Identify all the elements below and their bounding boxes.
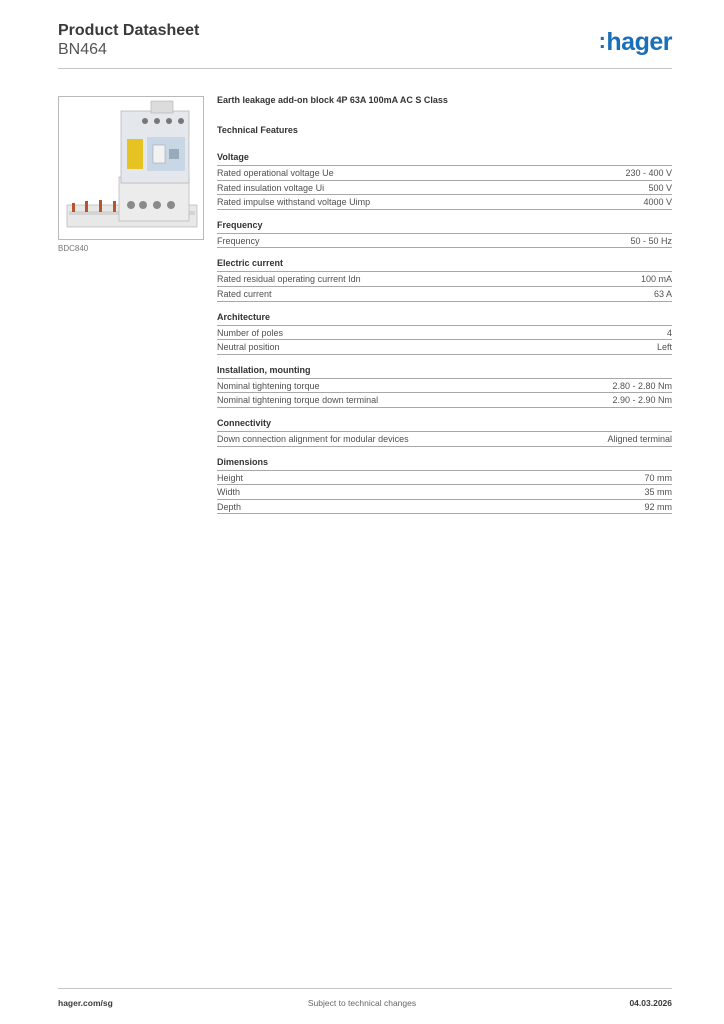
spec-value: 4000 V (643, 197, 672, 208)
spec-row (217, 272, 672, 287)
spec-row (217, 485, 672, 500)
spec-row (217, 379, 672, 394)
spec-row (217, 287, 672, 302)
spec-label: Width (217, 487, 241, 498)
section-title: Electric current (217, 258, 672, 272)
footer-date: 04.03.2026 (629, 998, 672, 1008)
spec-label: Nominal tightening torque (217, 380, 320, 391)
spec-label: Frequency (217, 235, 260, 246)
spec-label: Nominal tightening torque down terminal (217, 395, 379, 406)
product-name: Earth leakage add-on block 4P 63A 100mA AC S Class (217, 95, 448, 105)
spec-row (217, 500, 672, 515)
spec-label: Neutral position (217, 342, 280, 353)
spec-value: Aligned terminal (607, 433, 672, 444)
spec-value: 500 V (648, 182, 672, 193)
spec-label: Rated residual operating current Idn (217, 274, 361, 285)
product-image (58, 96, 204, 240)
spec-section (217, 418, 672, 447)
spec-value: 35 mm (644, 487, 672, 498)
spec-value: 63 A (653, 288, 672, 299)
spec-section (217, 258, 672, 301)
logo-colon-icon: : (598, 28, 606, 53)
spec-row (217, 393, 672, 408)
spec-row (217, 234, 672, 249)
spec-value: 100 mA (640, 274, 672, 285)
spec-section (217, 365, 672, 408)
spec-row (217, 195, 672, 210)
document-header (58, 21, 199, 59)
section-title: Installation, mounting (217, 365, 672, 379)
spec-section (217, 152, 672, 210)
spec-sections (217, 152, 672, 514)
spec-row (217, 181, 672, 196)
spec-section (217, 312, 672, 355)
spec-content (217, 95, 672, 524)
rcd-block-illustration (59, 97, 203, 239)
spec-value: 70 mm (644, 472, 672, 483)
section-title: Frequency (217, 220, 672, 234)
spec-value: 2.80 - 2.80 Nm (612, 380, 672, 391)
spec-section (217, 220, 672, 249)
spec-label: Down connection alignment for modular devices (217, 433, 409, 444)
spec-label: Rated operational voltage Ue (217, 168, 334, 178)
spec-label: Rated current (217, 288, 272, 299)
footer-website[interactable]: hager.com/sg (58, 998, 113, 1008)
section-title: Voltage (217, 152, 672, 166)
spec-value: 50 - 50 Hz (630, 235, 672, 246)
hager-logo (599, 28, 672, 57)
image-caption: BDC840 (58, 244, 89, 253)
product-code: BN464 (58, 41, 107, 58)
section-title: Architecture (217, 312, 672, 326)
technical-features-heading: Technical Features (217, 125, 298, 135)
spec-row (217, 326, 672, 341)
spec-label: Height (217, 472, 244, 483)
footer-notice: Subject to technical changes (307, 998, 417, 1008)
section-title: Dimensions (217, 457, 672, 471)
spec-row (217, 166, 672, 181)
spec-row (217, 340, 672, 355)
spec-value: 92 mm (644, 501, 672, 512)
document-title: Product Datasheet (58, 22, 200, 39)
spec-value: Left (656, 342, 672, 353)
section-title: Connectivity (217, 418, 672, 432)
spec-label: Rated insulation voltage Ui (217, 182, 325, 193)
spec-label: Rated impulse withstand voltage Uimp (217, 197, 371, 208)
logo-text: hager (606, 28, 672, 56)
spec-label: Number of poles (217, 327, 284, 338)
spec-section (217, 457, 672, 515)
spec-label: Depth (217, 501, 242, 512)
footer-divider (58, 988, 672, 989)
spec-row (217, 432, 672, 447)
spec-value: 2.90 - 2.90 Nm (612, 395, 672, 406)
header-divider (58, 68, 672, 69)
spec-value: 230 - 400 V (625, 168, 672, 178)
spec-value: 4 (666, 327, 672, 338)
spec-row (217, 471, 672, 486)
